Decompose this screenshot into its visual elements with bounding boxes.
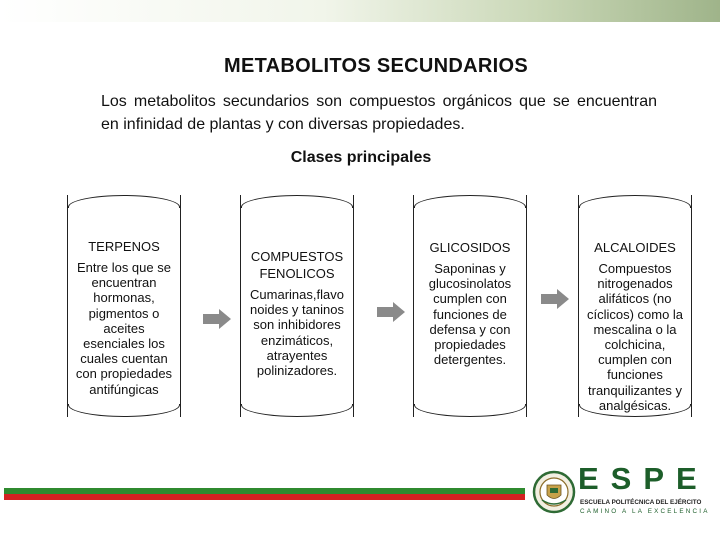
footer-red-stripe xyxy=(4,494,525,500)
right-arrow-icon xyxy=(203,309,231,329)
section-subtitle: Clases principales xyxy=(290,149,432,166)
class-card-title: COMPUESTOS FENOLICOS xyxy=(250,249,344,281)
intro-paragraph: Los metabolitos secundarios son compuestos orgánicos que se encuentran en infinidad de plantas y con diversas propiedades. xyxy=(101,93,657,133)
page-title: METABOLITOS SECUNDARIOS xyxy=(224,55,528,77)
header-gradient-band xyxy=(0,0,720,22)
espe-motto: CAMINO A LA EXCELENCIA xyxy=(580,508,710,515)
right-arrow-icon xyxy=(377,302,405,322)
class-card-alcaloides xyxy=(578,195,692,417)
espe-logo-wordmark: ESPE xyxy=(578,461,709,496)
class-card-terpenos xyxy=(67,195,181,417)
class-card-glicosidos xyxy=(413,195,527,417)
class-card-description: Saponinas y glucosinolatos cumplen con funciones de defensa y con propiedades detergentes. xyxy=(428,261,512,368)
right-arrow-icon xyxy=(541,289,569,309)
espe-seal-icon xyxy=(532,470,576,514)
class-card-description: Entre los que se encuentran hormonas, pigmentos o aceites esenciales los cuales cuentan con propiedades antifúngicas xyxy=(75,260,173,397)
class-card-title: ALCALOIDES xyxy=(594,240,676,255)
class-card-compuestos-fenolicos xyxy=(240,195,354,417)
class-card-title: TERPENOS xyxy=(88,239,160,254)
class-card-title: GLICOSIDOS xyxy=(429,240,511,255)
footer-color-bar xyxy=(4,488,525,500)
espe-institution-name: ESCUELA POLITÉCNICA DEL EJÉRCITO xyxy=(580,499,702,506)
class-card-description: Compuestos nitrogenados alifáticos (no cíclicos) como la mescalina o la colchicina, cumplen con funciones tranquilizantes y analgésicas. xyxy=(586,261,684,413)
class-card-description: Cumarinas,flavo noides y taninos son inhibidores enzimáticos, atrayentes polinizadores. xyxy=(250,287,344,379)
